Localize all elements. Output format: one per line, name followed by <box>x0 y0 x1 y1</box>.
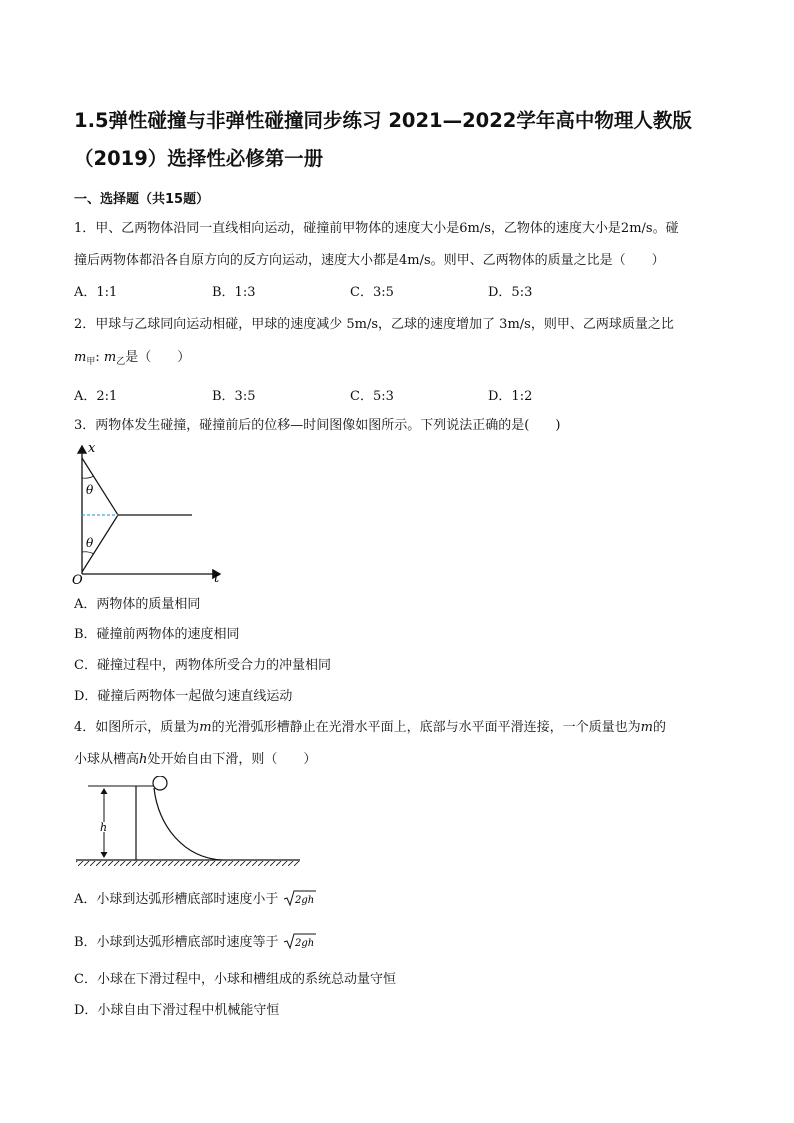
q2-options <box>74 385 626 404</box>
q1-option-a: A．1:1 <box>74 285 118 300</box>
height-label: h <box>100 821 108 834</box>
origin-label: O <box>72 573 83 586</box>
q4-line2-part-b: 处开始自由下滑，则（ ） <box>147 752 317 767</box>
q4-option-b <box>74 931 317 950</box>
q4-line2 <box>74 748 316 767</box>
q1-options <box>74 281 626 300</box>
sqrt-icon <box>283 889 317 907</box>
q4-option-b-text: B．小球到达弧形槽底部时速度等于 <box>74 935 279 950</box>
sqrt-content-a: 2gh <box>294 895 314 906</box>
q2-line2 <box>74 346 190 367</box>
q2-sub-jia: 甲 <box>86 357 96 367</box>
q2-option-a: A．2:1 <box>74 389 118 404</box>
x-axis-label: x <box>88 441 96 456</box>
q4-line1 <box>74 716 666 735</box>
q3-option-d: D．碰撞后两物体一起做匀速直线运动 <box>74 689 293 704</box>
q4-line1-part-b: 的光滑弧形槽静止在光滑水平面上，底部与水平面平滑连接，一个质量也为 <box>211 720 641 735</box>
ground-hatch <box>76 861 300 866</box>
document-title: 1.5弹性碰撞与非弹性碰撞同步练习 2021—2022学年高中物理人教版（2019）选择性必修第一册 <box>74 109 692 170</box>
q4-mass-symbol: m <box>199 720 212 735</box>
q3-option-a: A．两物体的质量相同 <box>74 597 201 612</box>
q1-option-d: D．5:3 <box>488 285 533 300</box>
q1-line1: 1．甲、乙两物体沿同一直线相向运动，碰撞前甲物体的速度大小是6m/s，乙物体的速度大小是2m/s。碰 <box>74 221 679 236</box>
q4-option-c: C．小球在下滑过程中，小球和槽组成的系统总动量守恒 <box>74 972 396 987</box>
q4-line1-part-c: 的 <box>652 720 666 735</box>
q4-option-a <box>74 888 317 907</box>
sqrt-icon <box>283 932 317 950</box>
q1-line2: 撞后两物体都沿各自原方向的反方向运动，速度大小都是4m/s。则甲、乙两物体的质量之比是（ ） <box>74 253 665 268</box>
angle-arc-top <box>82 476 94 478</box>
q3-line1: 3．两物体发生碰撞，碰撞前后的位移—时间图像如图所示。下列说法正确的是( ) <box>74 418 561 433</box>
q4-option-a-text: A．小球到达弧形槽底部时速度小于 <box>74 892 279 907</box>
q4-mass-symbol-2: m <box>640 720 653 735</box>
ball-icon <box>153 776 167 790</box>
q4-line2-part-a: 小球从槽高 <box>74 752 140 767</box>
t-axis-label: t <box>214 571 220 586</box>
q2-mass-symbol: m <box>74 350 87 365</box>
q4-height-symbol: h <box>139 752 148 767</box>
q2-ratio-sep: : <box>95 350 100 365</box>
q2-option-c: C．5:3 <box>350 389 394 404</box>
arc-trough <box>154 788 222 860</box>
q2-option-b: B．3:5 <box>212 389 256 404</box>
q2-sub-yi: 乙 <box>116 357 126 367</box>
q2-line1: 2．甲球与乙球同向运动相碰，甲球的速度减少 5m/s，乙球的速度增加了 3m/s，则甲、乙两球质量之比 <box>74 317 674 332</box>
q2-tail: 是（ ） <box>125 350 191 365</box>
q4-option-d: D．小球自由下滑过程中机械能守恒 <box>74 1003 280 1018</box>
sqrt-content-b: 2gh <box>294 938 314 949</box>
section-heading: 一、选择题（共15题） <box>74 192 210 207</box>
q1-option-b: B．1:3 <box>212 285 256 300</box>
q3-option-c: C．碰撞过程中，两物体所受合力的冲量相同 <box>74 658 331 673</box>
theta-bottom: θ <box>86 536 94 550</box>
q4-line1-part-a: 4．如图所示，质量为 <box>74 720 200 735</box>
angle-arc-bottom <box>82 552 94 554</box>
q2-mass-symbol-2: m <box>103 350 117 365</box>
q4-slope-figure <box>72 776 304 872</box>
q2-option-d: D．1:2 <box>488 389 533 404</box>
q3-xt-graph <box>70 438 230 586</box>
q1-option-c: C．3:5 <box>350 285 394 300</box>
theta-top: θ <box>86 483 94 497</box>
q3-option-b: B．碰撞前两物体的速度相同 <box>74 627 240 642</box>
